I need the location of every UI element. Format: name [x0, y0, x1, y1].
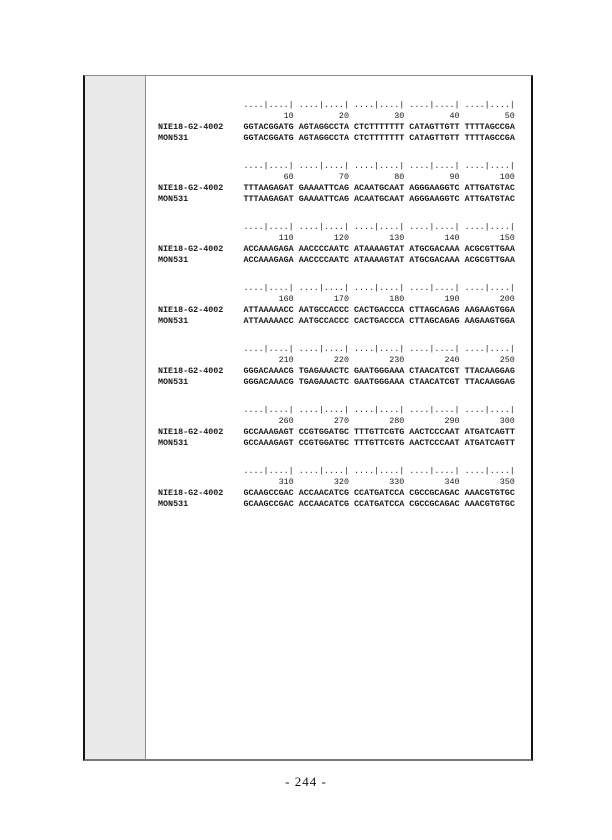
sequence-label: NIE18-G2-4002: [158, 427, 244, 437]
sequence-label: NIE18-G2-4002: [158, 305, 244, 315]
sequence-label: MON531: [158, 255, 244, 265]
sequence-row: [158, 255, 531, 266]
sequence-row: [158, 122, 531, 133]
sequence-text: TTTAAGAGAT GAAAATTCAG ACAATGCAAT AGGGAAGGTC ATTGATGTAC: [243, 183, 515, 193]
ruler-ticks-line: ....|....| ....|....| ....|....| ....|....| ....|....|: [158, 283, 515, 293]
sequence-row: [158, 133, 531, 144]
sequence-row: [158, 194, 531, 205]
sequence-row: [158, 488, 531, 499]
content-frame: [83, 75, 533, 761]
ruler-positions-line: 310 320 330 340 350: [158, 477, 515, 487]
alignment-block: [158, 344, 531, 388]
sequence-label: MON531: [158, 438, 244, 448]
sequence-label: NIE18-G2-4002: [158, 366, 244, 376]
ruler-positions-line: 110 120 130 140 150: [158, 233, 515, 243]
alignment-block: [158, 405, 531, 449]
left-margin-panel: [85, 76, 146, 759]
sequence-text: ATTAAAAACC AATGCCACCC CACTGACCCA CTTAGCAGAG AAGAAGTGGA: [243, 305, 515, 315]
ruler-ticks-line: ....|....| ....|....| ....|....| ....|....| ....|....|: [158, 161, 515, 171]
sequence-text: GCCAAAGAGT CCGTGGATGC TTTGTTCGTG AACTCCCAAT ATGATCAGTT: [243, 427, 515, 437]
sequence-text: GGTACGGATG AGTAGGCCTA CTCTTTTTTT CATAGTTGTT TTTTAGCCGA: [243, 133, 515, 143]
alignment-content: [146, 76, 531, 759]
sequence-label: MON531: [158, 133, 244, 143]
sequence-label: MON531: [158, 377, 244, 387]
sequence-text: GCAAGCCGAC ACCAACATCG CCATGATCCA CGCCGCAGAC AAACGTGTGC: [243, 488, 515, 498]
sequence-label: NIE18-G2-4002: [158, 244, 244, 254]
ruler-ticks-line: ....|....| ....|....| ....|....| ....|....| ....|....|: [158, 222, 515, 232]
sequence-label: NIE18-G2-4002: [158, 488, 244, 498]
ruler-positions-line: 10 20 30 40 50: [158, 111, 515, 121]
sequence-row: [158, 244, 531, 255]
page-number: - 244 -: [285, 774, 327, 789]
ruler-ticks-line: ....|....| ....|....| ....|....| ....|....| ....|....|: [158, 466, 515, 476]
sequence-text: GGGACAAACG TGAGAAACTC GAATGGGAAA CTAACATCGT TTACAAGGAG: [243, 366, 515, 376]
ruler-positions-line: 160 170 180 190 200: [158, 294, 515, 304]
sequence-text: GCCAAAGAGT CCGTGGATGC TTTGTTCGTG AACTCCCAAT ATGATCAGTT: [243, 438, 515, 448]
alignment-block: [158, 466, 531, 510]
alignment-block: [158, 100, 531, 144]
ruler-positions-line: 210 220 230 240 250: [158, 355, 515, 365]
ruler-positions-line: 260 270 280 290 300: [158, 416, 515, 426]
alignment-block: [158, 161, 531, 205]
sequence-text: ACCAAAGAGA AACCCCAATC ATAAAAGTAT ATGCGACAAA ACGCGTTGAA: [243, 255, 515, 265]
sequence-text: GGTACGGATG AGTAGGCCTA CTCTTTTTTT CATAGTTGTT TTTTAGCCGA: [243, 122, 515, 132]
sequence-row: [158, 183, 531, 194]
sequence-row: [158, 305, 531, 316]
sequence-text: ACCAAAGAGA AACCCCAATC ATAAAAGTAT ATGCGACAAA ACGCGTTGAA: [243, 244, 515, 254]
sequence-row: [158, 316, 531, 327]
sequence-text: TTTAAGAGAT GAAAATTCAG ACAATGCAAT AGGGAAGGTC ATTGATGTAC: [243, 194, 515, 204]
sequence-label: NIE18-G2-4002: [158, 183, 244, 193]
sequence-text: GCAAGCCGAC ACCAACATCG CCATGATCCA CGCCGCAGAC AAACGTGTGC: [243, 499, 515, 509]
ruler-positions-line: 60 70 80 90 100: [158, 172, 515, 182]
sequence-row: [158, 499, 531, 510]
sequence-label: MON531: [158, 499, 244, 509]
ruler-ticks-line: ....|....| ....|....| ....|....| ....|....| ....|....|: [158, 405, 515, 415]
alignment-block: [158, 283, 531, 327]
sequence-row: [158, 427, 531, 438]
sequence-label: MON531: [158, 194, 244, 204]
sequence-text: ATTAAAAACC AATGCCACCC CACTGACCCA CTTAGCAGAG AAGAAGTGGA: [243, 316, 515, 326]
alignment-blocks: [158, 100, 531, 510]
ruler-ticks-line: ....|....| ....|....| ....|....| ....|....| ....|....|: [158, 100, 515, 110]
sequence-row: [158, 366, 531, 377]
sequence-label: NIE18-G2-4002: [158, 122, 244, 132]
alignment-block: [158, 222, 531, 266]
sequence-row: [158, 377, 531, 388]
sequence-label: MON531: [158, 316, 244, 326]
sequence-text: GGGACAAACG TGAGAAACTC GAATGGGAAA CTAACATCGT TTACAAGGAG: [243, 377, 515, 387]
ruler-ticks-line: ....|....| ....|....| ....|....| ....|....| ....|....|: [158, 344, 515, 354]
sequence-row: [158, 438, 531, 449]
